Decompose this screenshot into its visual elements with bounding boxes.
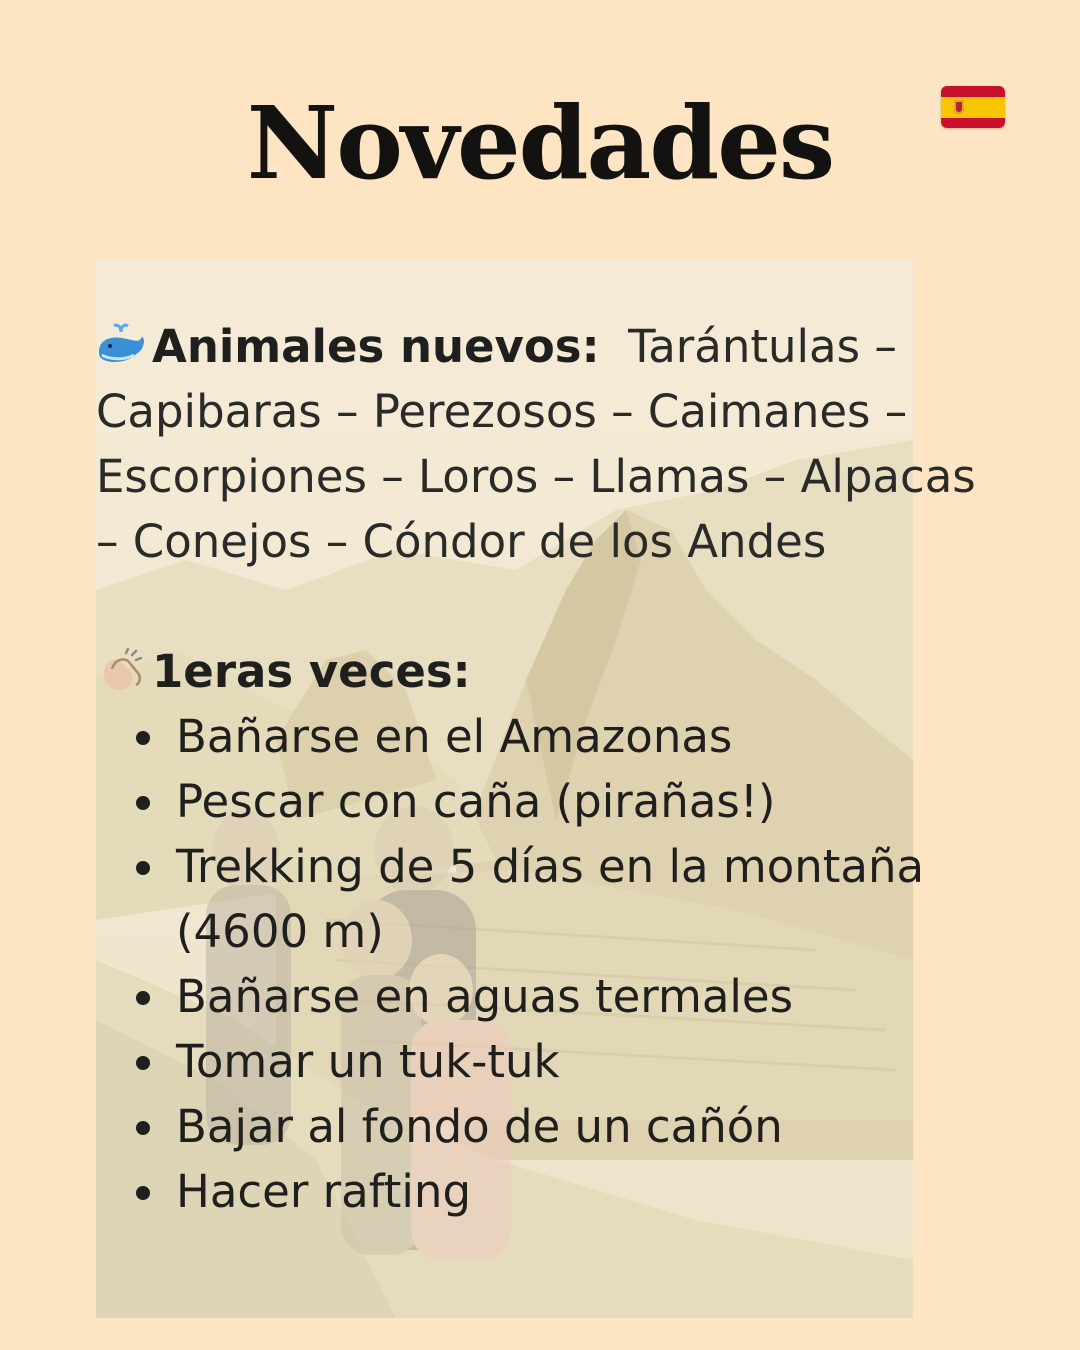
flag-band-middle [941, 97, 1005, 118]
animals-list: Tarántulas – Capibaras – Perezosos – Caimanes – Escorpiones – Loros – Llamas – Alpacas – Conejos – Cóndor de los Andes [96, 320, 976, 568]
flag-band-top [941, 86, 1005, 97]
list-item: Tomar un tuk-tuk [96, 1029, 996, 1094]
firsts-list [96, 704, 996, 1224]
content-area [96, 314, 996, 1224]
spain-flag-icon [941, 86, 1005, 128]
animals-section [96, 314, 996, 574]
list-item: Hacer rafting [96, 1159, 996, 1224]
clapping-hands-icon [96, 647, 146, 693]
list-item: Trekking de 5 días en la montaña (4600 m) [96, 834, 996, 964]
firsts-heading [96, 639, 996, 704]
animals-label: Animales nuevos: [152, 320, 600, 373]
section-spacer [96, 574, 996, 639]
whale-icon [96, 322, 146, 368]
list-item: Bañarse en el Amazonas [96, 704, 996, 769]
list-item: Bajar al fondo de un cañón [96, 1094, 996, 1159]
flag-crest [954, 100, 964, 114]
firsts-label: 1eras veces: [152, 645, 471, 698]
page-title: Novedades [246, 84, 834, 202]
list-item: Pescar con caña (pirañas!) [96, 769, 996, 834]
flag-band-bottom [941, 118, 1005, 129]
list-item: Bañarse en aguas termales [96, 964, 996, 1029]
